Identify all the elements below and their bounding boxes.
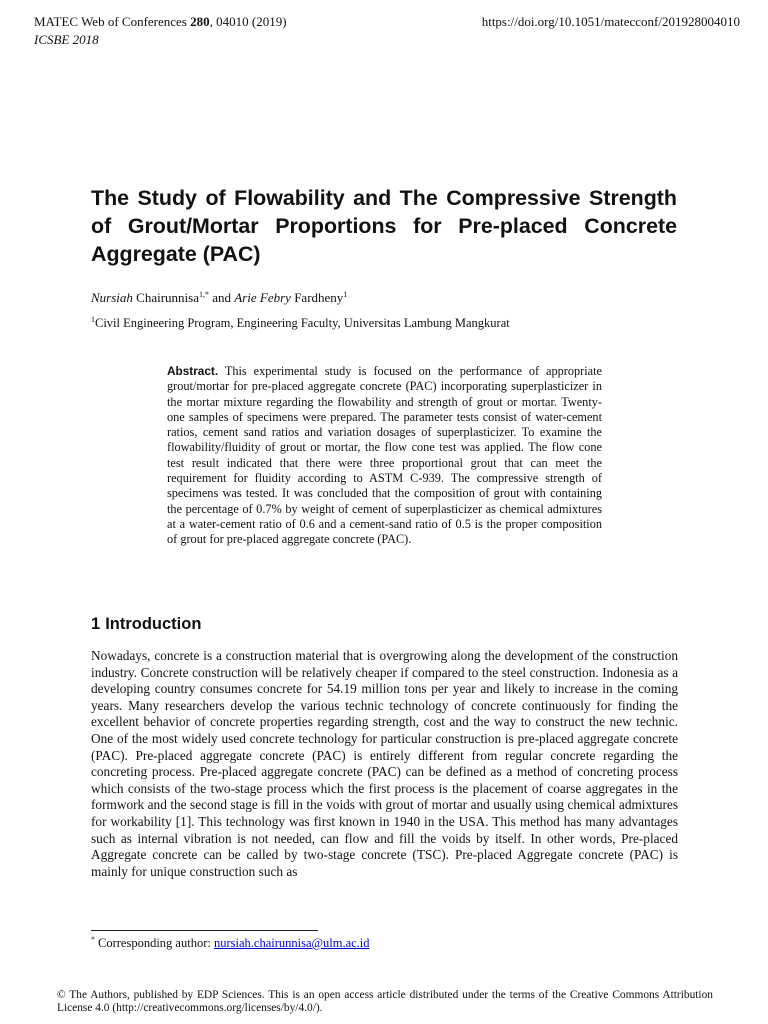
affiliation-text: Civil Engineering Program, Engineering Faculty, Universitas Lambung Mangkurat xyxy=(95,316,510,330)
journal-citation xyxy=(34,12,287,31)
journal-volume: 280 xyxy=(190,14,210,29)
journal-name: MATEC Web of Conferences xyxy=(34,14,191,29)
conference-name: ICSBE 2018 xyxy=(34,32,99,47)
footnote-divider xyxy=(91,930,318,931)
section-title: Introduction xyxy=(105,615,202,633)
footnote-label: Corresponding author: xyxy=(98,936,214,950)
doi-link[interactable]: https://doi.org/10.1051/matecconf/201928004010 xyxy=(481,14,740,29)
license-notice: © The Authors, published by EDP Sciences. This is an open access article distributed under the terms of the Creative Commons Attribution License 4.0 (http://creativecommons.org/licenses/by/4.0/). xyxy=(57,989,713,1015)
corresponding-email-link[interactable]: nursiah.chairunnisa@ulm.ac.id xyxy=(213,936,370,950)
introduction-body: Nowadays, concrete is a construction material that is overgrowing along the development of the construction industry. Concrete construction will be relatively cheaper if compared to the steel construction. Indonesia as a developing country consumes concrete for 54.19 million tons per year and likely to increase in the coming years. Many researchers develop the various technic technology of concrete continuously for finding the excellent behavior of concrete properties regarding strength, cost and the way to construct the new technic. One of the most widely used concrete technology for particular construction is pre-placed aggregate concrete (PAC). Pre-placed aggregate concrete (PAC) is entirely different from regular concrete regarding the concreting process. Pre-placed aggregate concrete (PAC) can be defined as a method of concreting process which consists of the two-stage process which the first process is the placement of coarse aggregates in the formwork and the second stage is fill in the voids with grout of mortar and usually using chemical admixtures for workability [1]. This technology was first known in 1940 in the USA. This method has many advantages such as internal vibration is not needed, can flow and fill the voids by itself. In other words, Pre-placed Aggregate concrete can be called by two-stage concrete (TSC). Pre-placed Aggregate concrete (PAC) is mainly for unique construction such as xyxy=(91,648,678,879)
author-2-affiliation-marker: 1 xyxy=(343,290,348,299)
paper-title: The Study of Flowability and The Compressive Strength of Grout/Mortar Proportions for Pre-placed Concrete Aggregate (PAC) xyxy=(91,186,677,266)
author-conjunction: and xyxy=(208,290,235,305)
section-number: 1 xyxy=(91,615,101,633)
author-1-given-name: Nursiah xyxy=(91,290,133,305)
author-1-affiliation-marker: 1,* xyxy=(198,290,209,299)
author-2-family-name: Fardheny xyxy=(290,290,344,305)
abstract xyxy=(167,364,602,548)
journal-article-number: , 04010 (2019) xyxy=(209,14,287,29)
affiliation-marker: 1 xyxy=(91,315,95,324)
abstract-text: This experimental study is focused on the performance of appropriate grout/mortar for pre-placed aggregate concrete (PAC) incorporating superplasticizer in the mortar mixture regarding the flowability and strength of grout or mortar. Twenty-one samples of specimens were prepared. The parameter tests consist of water-cement ratios, cement sand ratios and variation dosages of superplasticizer. To examine the flowability/fluidity of grout or mortar, the flow cone test was applied. The flow cone test result indicated that there were three proportional grout that can meet the requirement for fluidity according to ASTM C-939. The compressive strength of specimens was tested. It was concluded that the composition of grout with containing the percentage of 0.7% by weight of cement of superplasticizer as chemical admixtures at a water-cement ratio of 0.6 and a cement-sand ratio of 0.5 is the proper composition of grout for pre-placed aggregate concrete (PAC). xyxy=(167,364,602,547)
abstract-label: Abstract. xyxy=(167,364,219,378)
author-list xyxy=(91,290,347,306)
author-2-given-name: Arie Febry xyxy=(234,290,291,305)
section-heading xyxy=(91,615,201,634)
affiliation xyxy=(91,316,510,331)
author-1-family-name: Chairunnisa xyxy=(132,290,199,305)
footnote xyxy=(91,936,370,951)
footnote-marker: * xyxy=(91,935,95,944)
